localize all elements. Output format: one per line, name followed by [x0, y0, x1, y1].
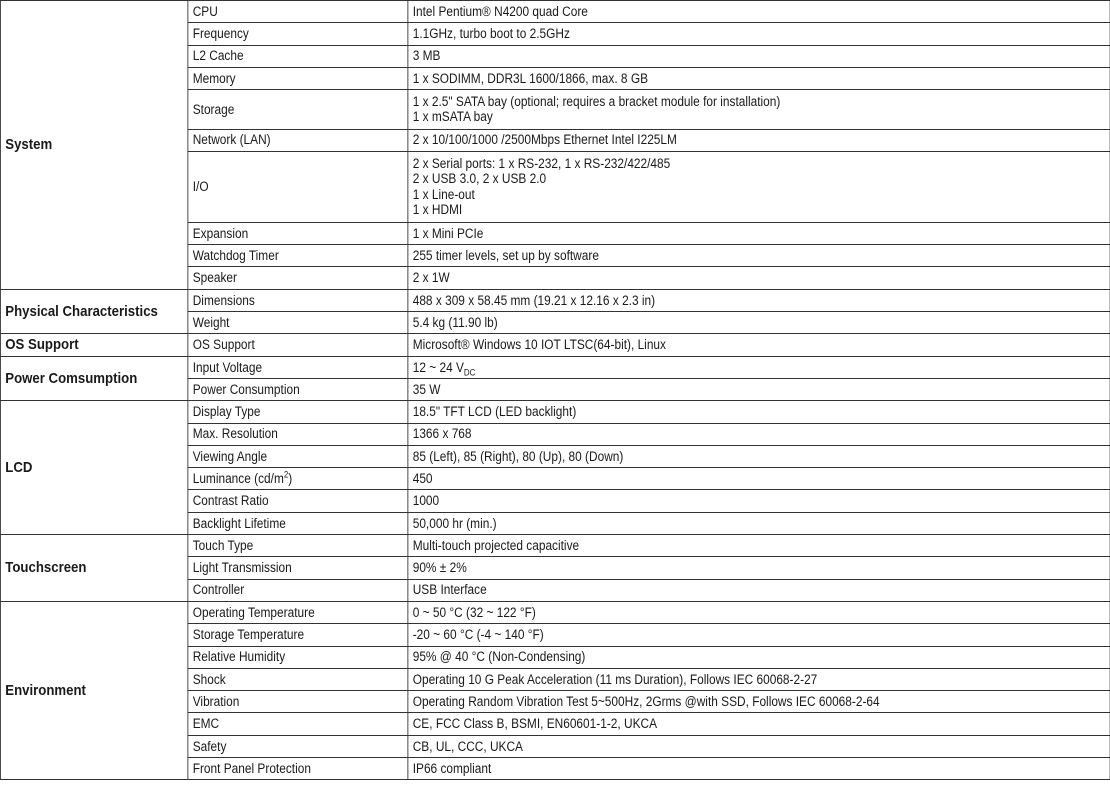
value-main: 12 ~ 24 V	[412, 359, 464, 375]
item-label: Operating Temperature	[188, 601, 408, 623]
item-value: CB, UL, CCC, UKCA	[408, 735, 1110, 757]
item-value: IP66 compliant	[408, 758, 1110, 780]
item-label: Display Type	[188, 401, 408, 423]
item-value: 85 (Left), 85 (Right), 80 (Up), 80 (Down)	[408, 445, 1110, 467]
item-label-end: )	[288, 470, 293, 486]
item-label: Light Transmission	[188, 557, 408, 579]
item-value	[408, 90, 1110, 129]
value-line: 2 x Serial ports: 1 x RS-232, 1 x RS-232/422/485	[412, 155, 671, 171]
item-label: Expansion	[188, 222, 408, 244]
item-label: Shock	[188, 668, 408, 690]
item-value: 18.5" TFT LCD (LED backlight)	[408, 401, 1110, 423]
spec-row-os	[0, 334, 1110, 356]
category-power: Power Comsumption	[0, 356, 187, 401]
item-label: Backlight Lifetime	[188, 512, 408, 534]
item-label: OS Support	[188, 334, 408, 356]
item-label: Dimensions	[188, 289, 408, 311]
category-touchscreen: Touchscreen	[0, 535, 187, 602]
value-line: 1 x HDMI	[412, 202, 463, 218]
value-subscript: DC	[463, 367, 476, 378]
spec-row-display-type	[0, 401, 1110, 423]
item-value: 95% @ 40 °C (Non-Condensing)	[408, 646, 1110, 668]
item-value: Intel Pentium® N4200 quad Core	[408, 1, 1110, 23]
item-label: CPU	[188, 1, 408, 23]
item-label: Front Panel Protection	[188, 758, 408, 780]
spec-row-touch-type	[0, 535, 1110, 557]
item-value: 50,000 hr (min.)	[408, 512, 1110, 534]
item-value: 90% ± 2%	[408, 557, 1110, 579]
item-label: Safety	[188, 735, 408, 757]
item-label: Max. Resolution	[188, 423, 408, 445]
value-line: 1 x mSATA bay	[412, 109, 493, 125]
item-label	[188, 468, 408, 490]
item-value: -20 ~ 60 °C (-4 ~ 140 °F)	[408, 624, 1110, 646]
item-label: EMC	[188, 713, 408, 735]
category-physical: Physical Characteristics	[0, 289, 187, 334]
item-value: Multi-touch projected capacitive	[408, 535, 1110, 557]
value-line: 1 x Line-out	[412, 186, 475, 202]
item-value: 488 x 309 x 58.45 mm (19.21 x 12.16 x 2.3 in)	[408, 289, 1110, 311]
category-environment: Environment	[0, 601, 187, 779]
item-value: 35 W	[408, 378, 1110, 400]
item-label: I/O	[188, 151, 408, 222]
item-value: 1 x Mini PCIe	[408, 222, 1110, 244]
item-label: Power Consumption	[188, 378, 408, 400]
value-line: 2 x USB 3.0, 2 x USB 2.0	[412, 171, 547, 187]
item-label: Watchdog Timer	[188, 245, 408, 267]
item-value: USB Interface	[408, 579, 1110, 601]
item-label: Contrast Ratio	[188, 490, 408, 512]
item-label: Frequency	[188, 23, 408, 45]
item-label: Touch Type	[188, 535, 408, 557]
item-value	[408, 356, 1110, 378]
item-label: Network (LAN)	[188, 129, 408, 151]
category-os-support: OS Support	[0, 334, 187, 356]
item-value: 5.4 kg (11.90 lb)	[408, 312, 1110, 334]
item-label: Storage Temperature	[188, 624, 408, 646]
item-label: Memory	[188, 67, 408, 89]
item-label: Input Voltage	[188, 356, 408, 378]
item-label: Storage	[188, 90, 408, 129]
item-label: Speaker	[188, 267, 408, 289]
item-value: 2 x 1W	[408, 267, 1110, 289]
item-value: 2 x 10/100/1000 /2500Mbps Ethernet Intel I225LM	[408, 129, 1110, 151]
item-value: 1.1GHz, turbo boot to 2.5GHz	[408, 23, 1110, 45]
item-value: 450	[408, 468, 1110, 490]
item-value: 1366 x 768	[408, 423, 1110, 445]
item-label: Viewing Angle	[188, 445, 408, 467]
item-value: CE, FCC Class B, BSMI, EN60601-1-2, UKCA	[408, 713, 1110, 735]
item-label-main: Luminance (cd/m	[192, 470, 284, 486]
item-label: Controller	[188, 579, 408, 601]
item-label: Weight	[188, 312, 408, 334]
item-value: Microsoft® Windows 10 IOT LTSC(64-bit), Linux	[408, 334, 1110, 356]
spec-row-cpu	[0, 1, 1110, 23]
item-value: Operating 10 G Peak Acceleration (11 ms Duration), Follows IEC 60068-2-27	[408, 668, 1110, 690]
item-value: Operating Random Vibration Test 5~500Hz, 2Grms @with SSD, Follows IEC 60068-2-64	[408, 691, 1110, 713]
spec-row-dimensions	[0, 289, 1110, 311]
item-value	[408, 151, 1110, 222]
value-line: 1 x 2.5" SATA bay (optional; requires a bracket module for installation)	[412, 93, 781, 109]
spec-row-operating-temperature	[0, 601, 1110, 623]
item-value: 255 timer levels, set up by software	[408, 245, 1110, 267]
spec-table-body	[0, 1, 1110, 780]
item-label: L2 Cache	[188, 45, 408, 67]
item-label: Vibration	[188, 691, 408, 713]
item-label: Relative Humidity	[188, 646, 408, 668]
item-label-superscript: 2	[283, 469, 289, 480]
item-value: 3 MB	[408, 45, 1110, 67]
item-value: 1000	[408, 490, 1110, 512]
spec-row-input-voltage	[0, 356, 1110, 378]
category-system: System	[0, 1, 187, 290]
item-value: 1 x SODIMM, DDR3L 1600/1866, max. 8 GB	[408, 67, 1110, 89]
category-lcd: LCD	[0, 401, 187, 535]
item-value: 0 ~ 50 °C (32 ~ 122 °F)	[408, 601, 1110, 623]
